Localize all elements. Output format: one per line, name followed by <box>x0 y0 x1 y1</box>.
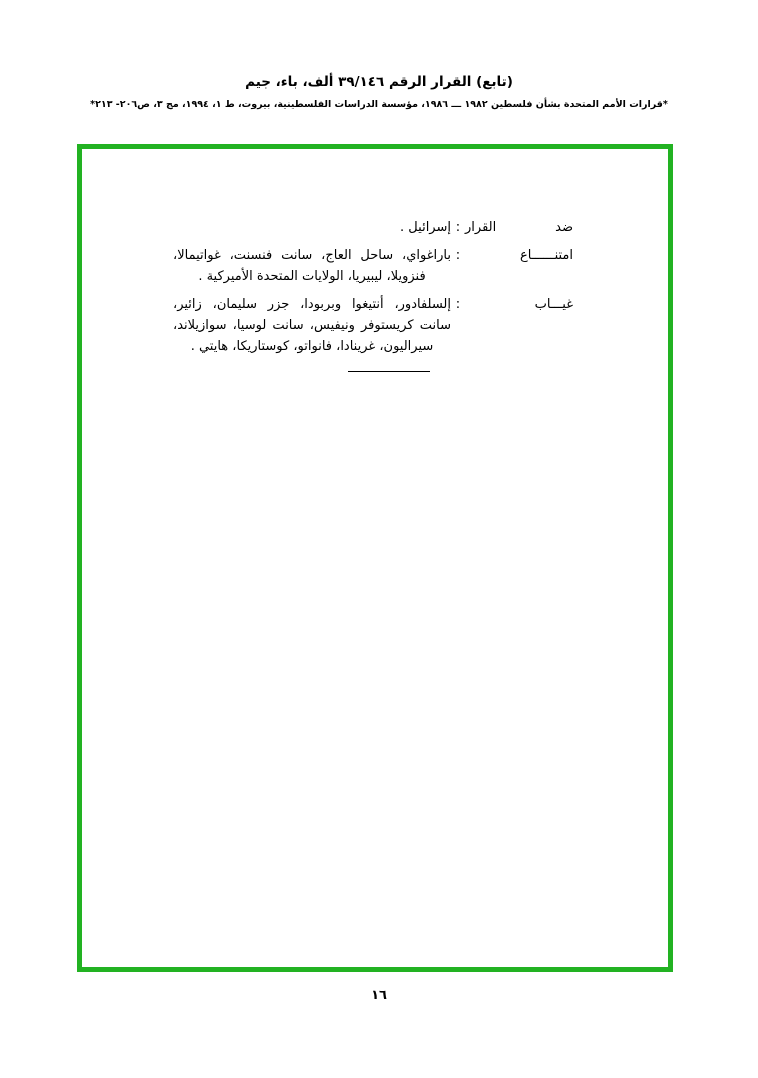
vote-record-value: إسرائيل . <box>400 220 451 235</box>
vote-record-against <box>173 217 573 238</box>
vote-record-label: ضد القرار <box>465 220 573 235</box>
vote-record-absent <box>173 294 573 357</box>
green-border-frame <box>77 144 673 972</box>
vote-record-label: غيـــاب <box>534 297 573 313</box>
vote-record-colon: : <box>455 297 461 313</box>
section-divider <box>173 371 573 372</box>
vote-record-abstain <box>173 245 573 287</box>
vote-record-value: إلسلفادور، أنتيغوا وبربودا، جزر سليمان، زائير، سانت كريستوفر ونيفيس، سانت لوسيا، سوازيلاند، سيراليون، غرينادا، فانواتو، كوستاريكا، هايتي . <box>173 297 451 355</box>
vote-record-label: امتنــــــاع <box>520 248 573 264</box>
page-header <box>0 74 758 111</box>
source-citation: *قرارات الأمم المتحدة بشأن فلسطين ١٩٨٢ ـــ ١٩٨٦، مؤسسة الدراسات الفلسطينية، بيروت، ط ١، ١٩٩٤، مج ٣، ص٢٠٦- ٢١٣* <box>90 98 668 110</box>
vote-records-block <box>173 217 573 372</box>
page-number: ١٦ <box>371 988 387 1003</box>
vote-record-colon: : <box>455 248 461 264</box>
vote-record-value: باراغواي، ساحل العاج، سانت فنسنت، غواتيمالا، فنزويلا، ليبيريا، الولايات المتحدة الأميركية . <box>173 248 451 285</box>
horizontal-rule-icon <box>348 371 430 372</box>
vote-record-colon: : <box>455 220 461 235</box>
page-title: (تابع) القرار الرقم ٣٩/١٤٦ ألف، باء، جيم <box>245 74 513 90</box>
